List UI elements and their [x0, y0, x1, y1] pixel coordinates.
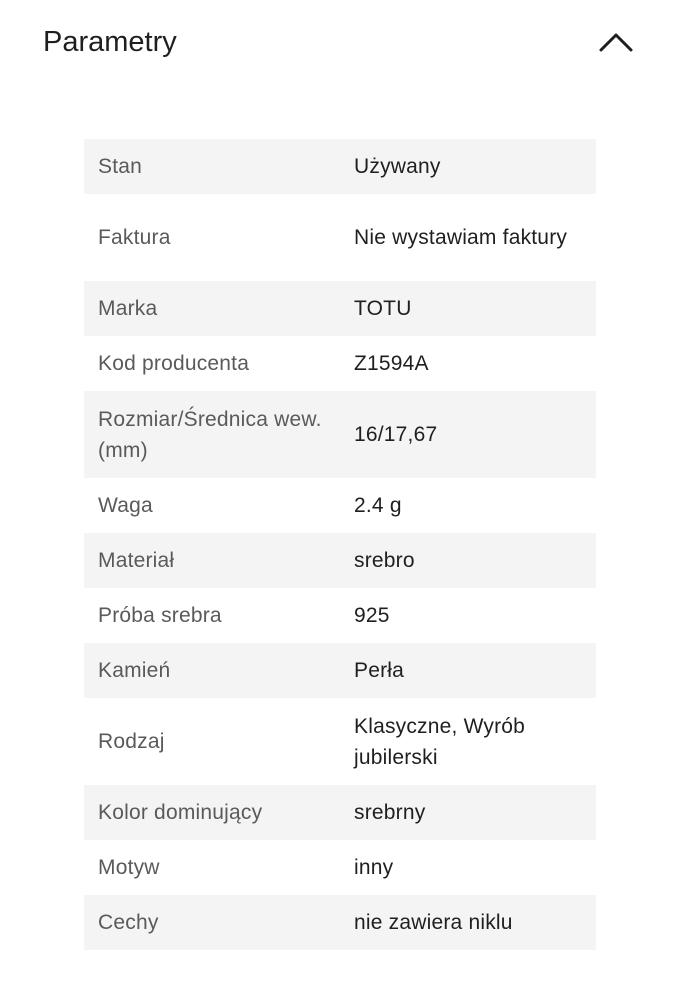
param-value: 16/17,67: [354, 423, 438, 446]
param-value: Nie wystawiam faktury: [354, 226, 568, 249]
param-row-rodzaj: [84, 698, 596, 785]
param-value: TOTU: [354, 297, 412, 320]
param-label: Stan: [98, 155, 142, 178]
param-value: Z1594A: [354, 352, 429, 375]
param-row-waga: [84, 478, 596, 533]
param-row-marka: [84, 281, 596, 336]
param-value: nie zawiera niklu: [354, 911, 513, 934]
section-header: [0, 0, 680, 90]
param-value: inny: [354, 856, 394, 879]
param-label: Materiał: [98, 549, 175, 572]
param-row-faktura: [84, 194, 596, 281]
section-title: Parametry: [43, 26, 177, 58]
param-label: Motyw: [98, 856, 160, 879]
chevron-up-icon: [599, 32, 633, 52]
param-label: Rodzaj: [98, 730, 165, 753]
param-row-kod-producenta: [84, 336, 596, 391]
param-label: Faktura: [98, 226, 171, 249]
param-value: 925: [354, 604, 390, 627]
param-row-rozmiar: [84, 391, 596, 478]
param-value: Używany: [354, 155, 441, 178]
param-row-cechy: [84, 895, 596, 950]
param-value: Perła: [354, 659, 405, 682]
param-label: Próba srebra: [98, 604, 222, 627]
param-value: Klasyczne, Wyrób jubilerski: [354, 714, 526, 769]
param-label: Kolor dominujący: [98, 801, 263, 824]
parameters-table: [84, 139, 596, 950]
param-value: 2.4 g: [354, 494, 402, 517]
param-row-kolor-dominujacy: [84, 785, 596, 840]
param-value: srebro: [354, 549, 415, 572]
param-label: Kamień: [98, 659, 171, 682]
param-label: Marka: [98, 297, 158, 320]
collapse-button[interactable]: [592, 20, 640, 64]
param-row-stan: [84, 139, 596, 194]
param-value: srebrny: [354, 801, 426, 824]
param-label: Rozmiar/Średnica wew. (mm): [98, 407, 322, 462]
param-label: Kod producenta: [98, 352, 250, 375]
param-label: Cechy: [98, 911, 159, 934]
param-label: Waga: [98, 494, 153, 517]
param-row-motyw: [84, 840, 596, 895]
param-row-kamien: [84, 643, 596, 698]
param-row-proba-srebra: [84, 588, 596, 643]
param-row-material: [84, 533, 596, 588]
